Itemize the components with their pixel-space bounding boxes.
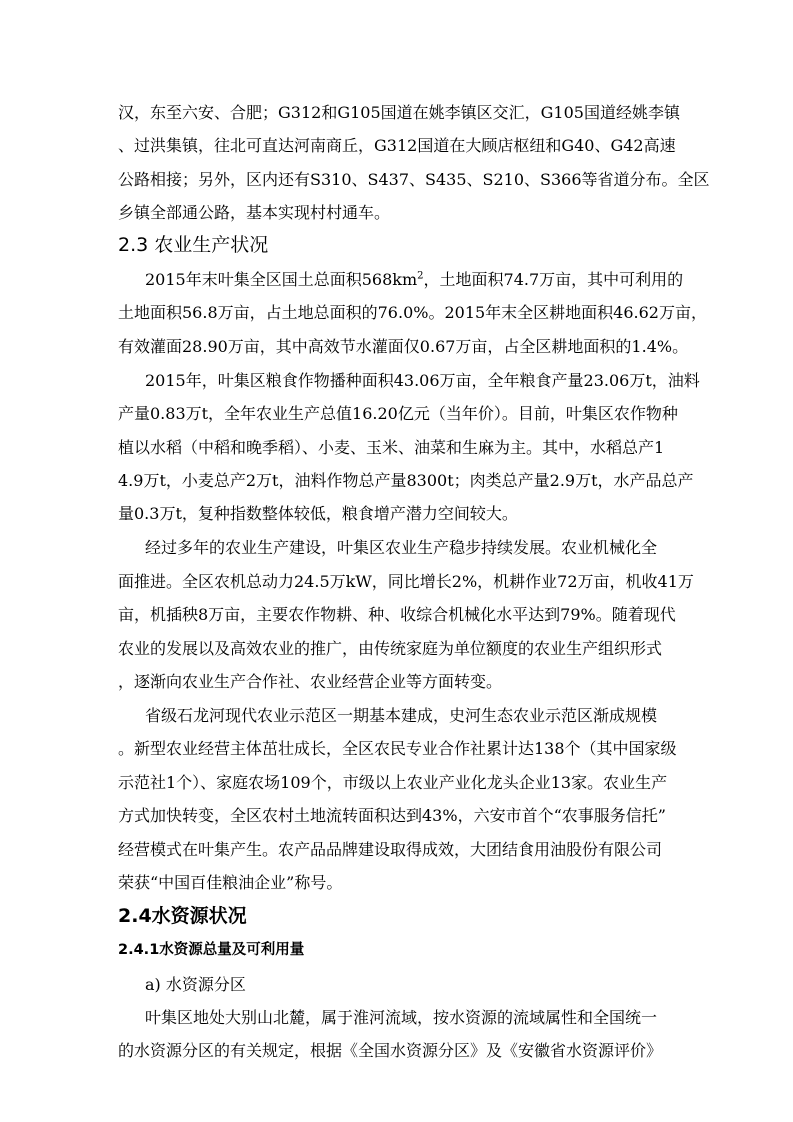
paragraph-line: 2015年，叶集区粮食作物播种面积43.06万亩，全年粮食产量23.06万t，油料 <box>145 371 700 390</box>
paragraph-line: 汉，东至六安、合肥；G312和G105国道在姚李镇区交汇，G105国道经姚李镇 <box>118 103 680 122</box>
paragraph-line: 荣获“中国百佳粮油企业”称号。 <box>118 873 343 892</box>
paragraph-line: 、过洪集镇，往北可直达河南商丘，G312国道在大顾店枢纽和G40、G42高速 <box>118 136 676 155</box>
paragraph-line: 省级石龙河现代农业示范区一期基本建成，史河生态农业示范区渐成规模 <box>145 706 658 725</box>
paragraph-line: ，逐渐向农业生产合作社、农业经营企业等方面转变。 <box>118 672 503 691</box>
paragraph-line: 植以水稻（中稻和晚季稻）、小麦、玉米、油菜和生麻为主。其中，水稻总产1 <box>118 438 665 457</box>
paragraph-line: 示范社1个）、家庭农场109个，市级以上农业产业化龙头企业13家。农业生产 <box>118 773 668 792</box>
paragraph-line: 乡镇全部通公路，基本实现村村通车。 <box>118 203 391 222</box>
section-heading-2-3: 2.3 农业生产状况 <box>118 234 269 256</box>
paragraph-line: 面推进。全区农机总动力24.5万kW，同比增长2%，机耕作业72万亩，机收41万 <box>118 572 694 591</box>
paragraph-line: 有效灌面28.90万亩，其中高效节水灌面仅0.67万亩，占全区耕地面积的1.4%。 <box>118 337 689 356</box>
paragraph-line: 4.9万t，小麦总产2万t，油料作物总产量8300t；肉类总产量2.9万t，水产品总产 <box>118 471 694 490</box>
paragraph-line: 土地面积56.8万亩，占土地总面积的76.0%。2015年末全区耕地面积46.62万亩， <box>118 303 707 322</box>
paragraph-line: 叶集区地处大别山北麓，属于淮河流域，按水资源的流域属性和全国统一 <box>145 1008 658 1027</box>
paragraph-line: 经营模式在叶集产生。农产品品牌建设取得成效，大团结食用油股份有限公司 <box>118 840 663 859</box>
paragraph-line: 公路相接；另外，区内还有S310、S437、S435、S210、S366等省道分布。全区 <box>118 170 710 189</box>
section-heading-2-4: 2.4水资源状况 <box>118 905 247 927</box>
paragraph-line: 农业的发展以及高效农业的推广，由传统家庭为单位额度的农业生产组织形式 <box>118 639 663 658</box>
text-run: ，土地面积74.7万亩，其中可利用的 <box>423 270 684 289</box>
paragraph-line: 亩，机插秧8万亩，主要农作物耕、种、收综合机械化水平达到79%。随着现代 <box>118 605 676 624</box>
paragraph-line: 量0.3万t，复种指数整体较低，粮食增产潜力空间较大。 <box>118 504 518 523</box>
text-run: 2015年末叶集全区国土总面积568km <box>145 270 418 289</box>
paragraph-line: 。新型农业经营主体茁壮成长，全区农民专业合作社累计达138个（其中国家级 <box>118 739 677 758</box>
paragraph-line: 经过多年的农业生产建设，叶集区农业生产稳步持续发展。农业机械化全 <box>145 538 658 557</box>
paragraph-line: 的水资源分区的有关规定，根据《全国水资源分区》及《安徽省水资源评价》 <box>118 1041 663 1060</box>
paragraph-line: 方式加快转变，全区农村土地流转面积达到43%，六安市首个“农事服务信托” <box>118 806 666 825</box>
paragraph-line: 产量0.83万t，全年农业生产总值16.20亿元（当年价）。目前，叶集区农作物种 <box>118 404 678 423</box>
superscript: 2 <box>417 270 424 282</box>
list-item-label: a) 水资源分区 <box>145 975 246 994</box>
subsection-heading-2-4-1: 2.4.1水资源总量及可利用量 <box>118 942 305 958</box>
paragraph-line <box>145 263 683 297</box>
